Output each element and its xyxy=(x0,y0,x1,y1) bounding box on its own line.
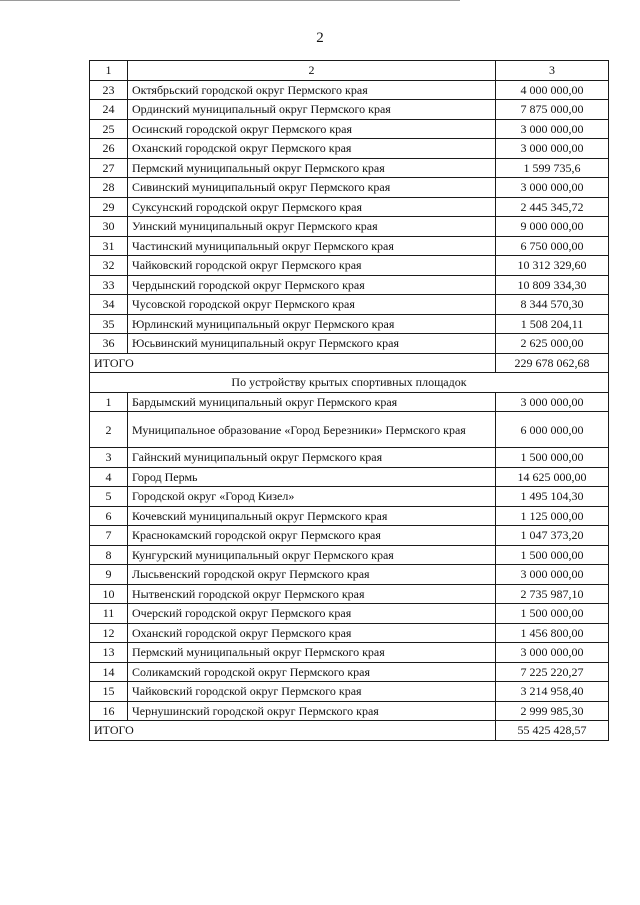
row-number: 5 xyxy=(90,487,128,507)
row-municipality: Уинский муниципальный округ Пермского края xyxy=(128,217,496,237)
row-municipality: Чусовской городской округ Пермского края xyxy=(128,295,496,315)
row-amount: 6 000 000,00 xyxy=(496,412,609,448)
row-amount: 10 312 329,60 xyxy=(496,256,609,276)
table-row xyxy=(90,412,609,448)
row-amount: 2 735 987,10 xyxy=(496,584,609,604)
table-row xyxy=(90,197,609,217)
row-amount: 7 225 220,27 xyxy=(496,662,609,682)
header-col-3: 3 xyxy=(496,61,609,81)
row-municipality: Городской округ «Город Кизел» xyxy=(128,487,496,507)
row-number: 4 xyxy=(90,467,128,487)
row-number: 11 xyxy=(90,604,128,624)
row-amount: 6 750 000,00 xyxy=(496,236,609,256)
row-number: 27 xyxy=(90,158,128,178)
top-rule xyxy=(0,0,460,1)
row-municipality: Октябрьский городской округ Пермского края xyxy=(128,80,496,100)
row-amount: 3 000 000,00 xyxy=(496,392,609,412)
allocation-table xyxy=(89,60,609,741)
row-municipality: Лысьвенский городской округ Пермского края xyxy=(128,565,496,585)
row-number: 31 xyxy=(90,236,128,256)
table-row xyxy=(90,506,609,526)
row-number: 26 xyxy=(90,139,128,159)
row-number: 7 xyxy=(90,526,128,546)
row-municipality: Оханский городской округ Пермского края xyxy=(128,623,496,643)
row-number: 25 xyxy=(90,119,128,139)
row-number: 35 xyxy=(90,314,128,334)
total-amount: 55 425 428,57 xyxy=(496,721,609,741)
row-municipality: Город Пермь xyxy=(128,467,496,487)
row-amount: 1 508 204,11 xyxy=(496,314,609,334)
table-row xyxy=(90,623,609,643)
row-municipality: Сивинский муниципальный округ Пермского края xyxy=(128,178,496,198)
table-row xyxy=(90,392,609,412)
row-municipality: Кунгурский муниципальный округ Пермского края xyxy=(128,545,496,565)
row-number: 33 xyxy=(90,275,128,295)
row-amount: 8 344 570,30 xyxy=(496,295,609,315)
table-row xyxy=(90,467,609,487)
row-amount: 3 000 000,00 xyxy=(496,178,609,198)
row-municipality: Чернушинский городской округ Пермского края xyxy=(128,701,496,721)
table-row xyxy=(90,487,609,507)
row-municipality: Пермский муниципальный округ Пермского края xyxy=(128,158,496,178)
table-row xyxy=(90,178,609,198)
row-amount: 9 000 000,00 xyxy=(496,217,609,237)
table-row xyxy=(90,682,609,702)
row-number: 8 xyxy=(90,545,128,565)
row-number: 6 xyxy=(90,506,128,526)
row-number: 23 xyxy=(90,80,128,100)
row-number: 30 xyxy=(90,217,128,237)
row-municipality: Суксунский городской округ Пермского края xyxy=(128,197,496,217)
row-municipality: Пермский муниципальный округ Пермского края xyxy=(128,643,496,663)
table-row xyxy=(90,701,609,721)
section-title: По устройству крытых спортивных площадок xyxy=(90,373,609,393)
table-row xyxy=(90,334,609,354)
row-amount: 1 125 000,00 xyxy=(496,506,609,526)
row-amount: 7 875 000,00 xyxy=(496,100,609,120)
table-row xyxy=(90,643,609,663)
row-amount: 3 000 000,00 xyxy=(496,643,609,663)
row-amount: 1 495 104,30 xyxy=(496,487,609,507)
total-label: ИТОГО xyxy=(90,353,496,373)
row-municipality: Чайковский городской округ Пермского края xyxy=(128,682,496,702)
table-row xyxy=(90,526,609,546)
total-row xyxy=(90,353,609,373)
row-number: 16 xyxy=(90,701,128,721)
row-amount: 2 999 985,30 xyxy=(496,701,609,721)
row-number: 14 xyxy=(90,662,128,682)
row-amount: 3 214 958,40 xyxy=(496,682,609,702)
row-number: 36 xyxy=(90,334,128,354)
table-row xyxy=(90,275,609,295)
table-row xyxy=(90,604,609,624)
table-row xyxy=(90,236,609,256)
row-amount: 2 445 345,72 xyxy=(496,197,609,217)
row-municipality: Соликамский городской округ Пермского края xyxy=(128,662,496,682)
row-municipality: Бардымский муниципальный округ Пермского края xyxy=(128,392,496,412)
header-col-2: 2 xyxy=(128,61,496,81)
row-municipality: Ординский муниципальный округ Пермского края xyxy=(128,100,496,120)
table-row xyxy=(90,314,609,334)
row-amount: 2 625 000,00 xyxy=(496,334,609,354)
table-row xyxy=(90,256,609,276)
table-row xyxy=(90,100,609,120)
row-amount: 1 500 000,00 xyxy=(496,448,609,468)
row-amount: 4 000 000,00 xyxy=(496,80,609,100)
row-amount: 10 809 334,30 xyxy=(496,275,609,295)
row-number: 12 xyxy=(90,623,128,643)
row-number: 32 xyxy=(90,256,128,276)
total-row xyxy=(90,721,609,741)
row-number: 9 xyxy=(90,565,128,585)
row-municipality: Очерский городской округ Пермского края xyxy=(128,604,496,624)
row-number: 2 xyxy=(90,412,128,448)
row-municipality: Нытвенский городской округ Пермского края xyxy=(128,584,496,604)
row-municipality: Юсьвинский муниципальный округ Пермского края xyxy=(128,334,496,354)
row-number: 13 xyxy=(90,643,128,663)
table-row xyxy=(90,119,609,139)
table-row xyxy=(90,662,609,682)
row-number: 24 xyxy=(90,100,128,120)
row-municipality: Чердынский городской округ Пермского края xyxy=(128,275,496,295)
row-number: 28 xyxy=(90,178,128,198)
page-number: 2 xyxy=(316,30,324,46)
section-heading-row xyxy=(90,373,609,393)
row-number: 15 xyxy=(90,682,128,702)
header-col-1: 1 xyxy=(90,61,128,81)
table-row xyxy=(90,295,609,315)
row-amount: 1 599 735,6 xyxy=(496,158,609,178)
row-amount: 3 000 000,00 xyxy=(496,565,609,585)
row-municipality: Осинский городской округ Пермского края xyxy=(128,119,496,139)
table-row xyxy=(90,545,609,565)
row-municipality: Юрлинский муниципальный округ Пермского края xyxy=(128,314,496,334)
row-municipality: Частинский муниципальный округ Пермского края xyxy=(128,236,496,256)
table-row xyxy=(90,448,609,468)
row-amount: 14 625 000,00 xyxy=(496,467,609,487)
row-municipality: Кочевский муниципальный округ Пермского края xyxy=(128,506,496,526)
row-number: 3 xyxy=(90,448,128,468)
row-amount: 1 500 000,00 xyxy=(496,545,609,565)
row-amount: 3 000 000,00 xyxy=(496,139,609,159)
table-row xyxy=(90,158,609,178)
row-amount: 1 456 800,00 xyxy=(496,623,609,643)
table-row xyxy=(90,80,609,100)
row-municipality: Оханский городской округ Пермского края xyxy=(128,139,496,159)
table-row xyxy=(90,584,609,604)
row-amount: 1 500 000,00 xyxy=(496,604,609,624)
row-number: 1 xyxy=(90,392,128,412)
row-number: 10 xyxy=(90,584,128,604)
row-municipality: Краснокамский городской округ Пермского края xyxy=(128,526,496,546)
row-amount: 3 000 000,00 xyxy=(496,119,609,139)
table-row xyxy=(90,139,609,159)
total-amount: 229 678 062,68 xyxy=(496,353,609,373)
row-amount: 1 047 373,20 xyxy=(496,526,609,546)
row-municipality: Чайковский городской округ Пермского края xyxy=(128,256,496,276)
header-row xyxy=(90,61,609,81)
row-number: 29 xyxy=(90,197,128,217)
row-municipality: Гайнский муниципальный округ Пермского края xyxy=(128,448,496,468)
row-number: 34 xyxy=(90,295,128,315)
table-row xyxy=(90,565,609,585)
row-municipality: Муниципальное образование «Город Березники» Пермского края xyxy=(128,412,496,448)
total-label: ИТОГО xyxy=(90,721,496,741)
table-row xyxy=(90,217,609,237)
